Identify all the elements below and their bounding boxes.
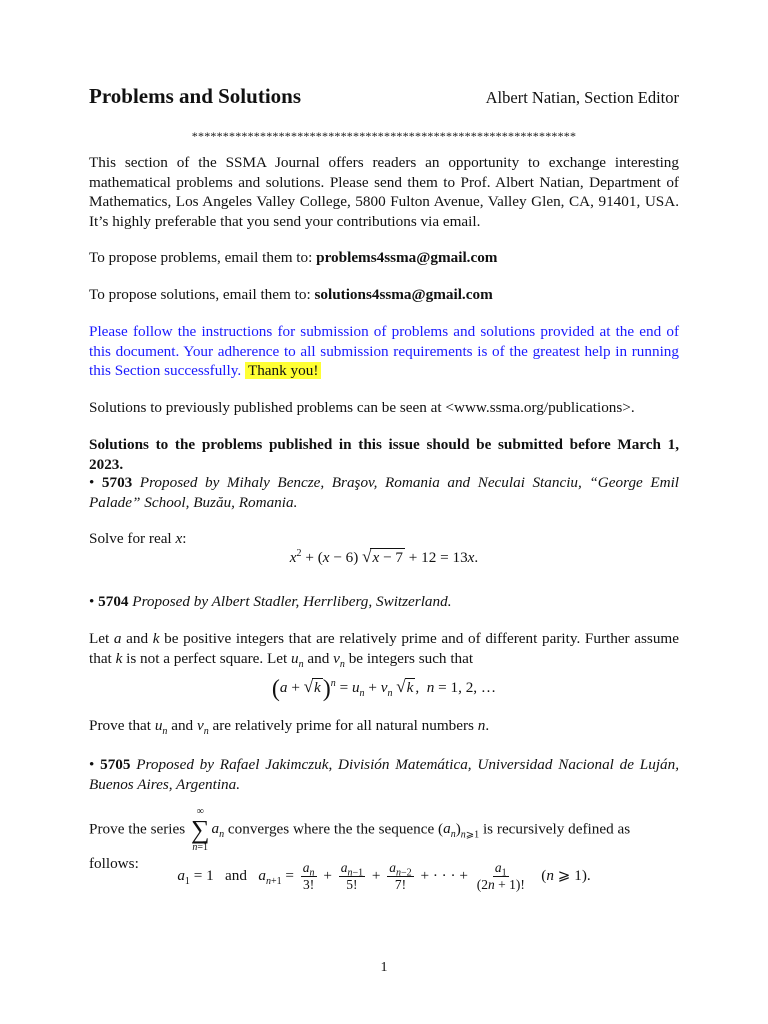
document-page: [89, 0, 679, 1024]
problem-number: 5704: [98, 593, 129, 610]
problem-5704-conclusion: Prove that $u_n$ and $v_n$ are relatively prime for all natural numbers n.: [89, 717, 490, 738]
solutions-email-link[interactable]: solutions4ssma@gmail.com: [314, 286, 493, 303]
problem-5703-statement: Solve for real x:: [89, 530, 187, 547]
problem-number: 5703: [101, 474, 133, 491]
propose-problems-line: [89, 248, 679, 268]
page-header: [89, 84, 679, 108]
problem-5704-equation: $(a + √k)^n = u_n + v_n$ √k , n = 1, 2, …: [271, 676, 497, 702]
intro-paragraph: This section of the SSMA Journal offers readers an opportunity to exchange interesting mathematical problems and solutions. Please send them to Prof. Albert Natian, Department of Mathematics, Los Angeles Valley College, 5800 Fulton Avenue, Valley Glen, CA, 91401, USA. It’s highly preferable that you send your contributions via email.: [89, 154, 679, 230]
problem-5705-equation: $a_1 = 1$ and $a_{n+1}$ = $\frac{a_n}{3!}$ + $\frac{a_{n-1}}{5!}$ + $\frac{a_{n-2}}{7!}$ + · · · + $\frac{a_1}{(2n + 1)!}$ (n ⩾ 1).: [177, 860, 591, 892]
problem-5705-statement: Prove the series ∞ ∑ n=1 $a_n$ converges where the the sequence $(a_n)_{n⩾1}$ is recursively defined as follows:: [89, 806, 631, 872]
problem-number: 5705: [100, 756, 131, 773]
section-editor: Albert Natian, Section Editor: [485, 88, 679, 107]
propose-solutions-line: [89, 285, 679, 305]
bullet: •: [89, 756, 95, 773]
propose-problems-text: To propose problems, email them to:: [89, 249, 317, 266]
propose-solutions-text: To propose solutions, email them to:: [89, 286, 315, 303]
bullet: •: [89, 474, 95, 491]
problem-5704-statement: Let a and k be positive integers that are relatively prime and of different parity. Further assume that k is not a perfect square. Let $u_n$ and $v_n$ be integers such that: [89, 630, 679, 670]
problem-5703-equation: $x^2 + (x - 6) √x - 7 + 12 = 13x$.: [289, 547, 479, 566]
instructions-paragraph: [89, 322, 679, 381]
summation-symbol: ∞ ∑ n=1: [190, 806, 210, 853]
page-title: Problems and Solutions: [89, 84, 301, 108]
thank-you-highlight: Thank you!: [245, 362, 321, 379]
previous-solutions-line[interactable]: Solutions to previously published problems can be seen at <www.ssma.org/publications>.: [89, 399, 635, 416]
problem-5703-header: [89, 473, 679, 512]
problem-proposer: Proposed by Rafael Jakimczuk, División Matemática, Universidad Nacional de Luján, Buenos Aires, Argentina.: [89, 756, 680, 793]
problem-5704-header: [89, 592, 679, 612]
bullet: •: [89, 593, 95, 610]
deadline-notice: Solutions to the problems published in this issue should be submitted before March 1, 2023.: [89, 436, 679, 473]
problem-5705-header: [89, 755, 679, 794]
problem-proposer: Proposed by Albert Stadler, Herrliberg, Switzerland.: [132, 593, 452, 610]
instructions-text: Please follow the instructions for submission of problems and solutions provided at the end of this document. Your adherence to all submission requirements is of the greatest help in running this Section successfully.: [89, 323, 679, 379]
problems-email-link[interactable]: problems4ssma@gmail.com: [316, 249, 498, 266]
problem-proposer: Proposed by Mihaly Bencze, Braşov, Romania and Neculai Stanciu, “George Emil Palade” School, Buzău, Romania.: [89, 474, 680, 511]
separator-line: **************************************************************: [191, 129, 577, 143]
page-number: 1: [380, 960, 388, 975]
